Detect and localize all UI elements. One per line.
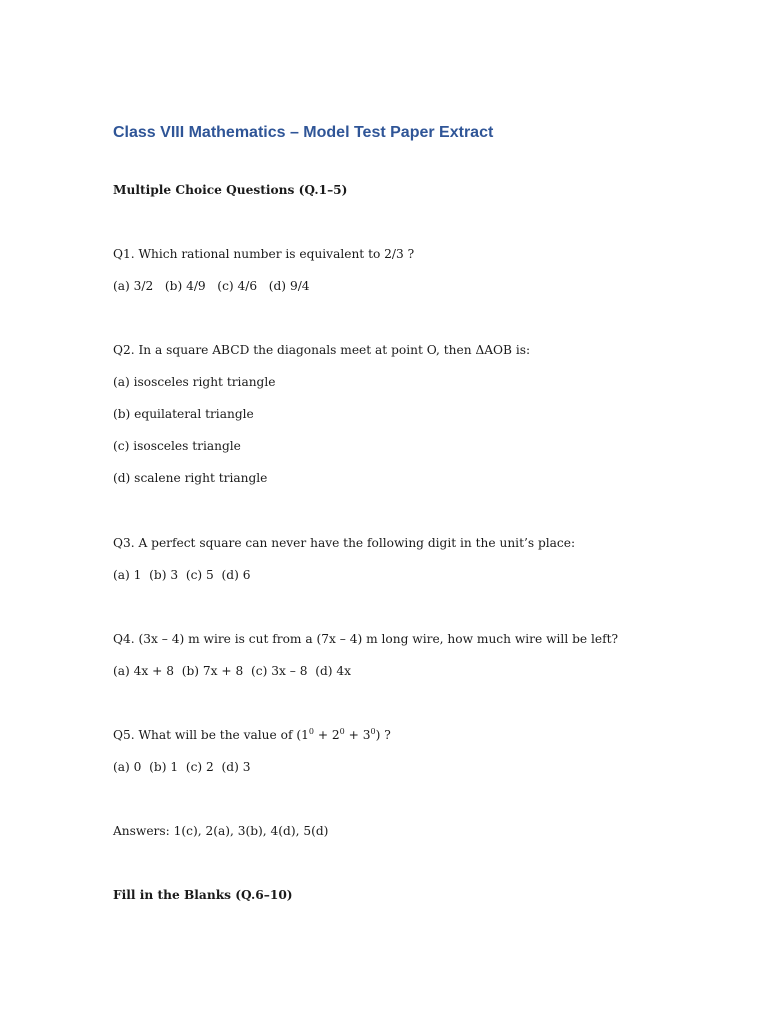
exponent: 0 bbox=[370, 727, 376, 736]
fill-blanks-section-heading: Fill in the Blanks (Q.6–10) bbox=[113, 888, 293, 902]
document-title: Class VIII Mathematics – Model Test Paper Extract bbox=[113, 124, 494, 141]
question-2-option-b: (b) equilateral triangle bbox=[113, 407, 254, 421]
question-2-option-a: (a) isosceles right triangle bbox=[113, 375, 276, 389]
question-5-options: (a) 0 (b) 1 (c) 2 (d) 3 bbox=[113, 760, 251, 774]
question-3-options: (a) 1 (b) 3 (c) 5 (d) 6 bbox=[113, 568, 251, 582]
question-4-options: (a) 4x + 8 (b) 7x + 8 (c) 3x – 8 (d) 4x bbox=[113, 664, 352, 678]
question-2-option-d: (d) scalene right triangle bbox=[113, 471, 268, 485]
exponent: 0 bbox=[308, 727, 314, 736]
question-2: Q2. In a square ABCD the diagonals meet at point O, then ΔAOB is: bbox=[113, 343, 531, 357]
question-1-options: (a) 3/2 (b) 4/9 (c) 4/6 (d) 9/4 bbox=[113, 279, 310, 293]
question-3: Q3. A perfect square can never have the following digit in the unit’s place: bbox=[113, 536, 576, 550]
mcq-section-heading: Multiple Choice Questions (Q.1–5) bbox=[113, 183, 348, 197]
question-2-option-c: (c) isosceles triangle bbox=[113, 439, 241, 453]
question-4: Q4. (3x – 4) m wire is cut from a (7x – 4) m long wire, how much wire will be left? bbox=[113, 632, 619, 646]
exponent: 0 bbox=[339, 727, 345, 736]
question-1: Q1. Which rational number is equivalent to 2/3 ? bbox=[113, 247, 415, 261]
question-5: Q5. What will be the value of $(1^0 + 2^0 + 3^0)$ ? bbox=[113, 727, 391, 742]
answers-line: Answers: 1(c), 2(a), 3(b), 4(d), 5(d) bbox=[113, 824, 329, 838]
